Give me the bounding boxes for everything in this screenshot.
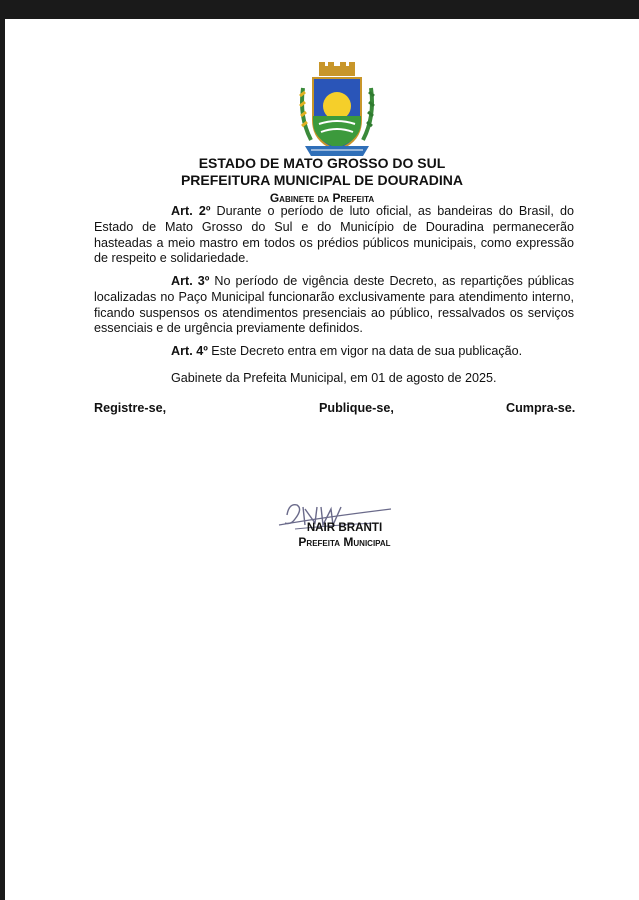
coat-of-arms-emblem	[297, 62, 377, 162]
article-4-paragraph	[94, 344, 574, 360]
article-3-paragraph	[94, 274, 574, 337]
document-page	[5, 19, 639, 900]
closing-cumpra: Cumpra-se.	[506, 401, 576, 415]
article-3-label: Art. 3º	[171, 274, 210, 288]
closing-registre: Registre-se,	[94, 401, 167, 415]
signatory-name: NAIR BRANTI	[306, 521, 383, 534]
article-2-text: Durante o período de luto oficial, as bandeiras do Brasil, do Estado de Mato Grosso do Sul e do Município de Douradina permanecerão hasteadas a meio mastro em todos os prédios públicos municipais, como expressão de respeito e solidariedade.	[94, 204, 574, 266]
article-3-text: No período de vigência deste Decreto, as repartições públicas localizadas no Paço Municipal funcionarão exclusivamente para atendimento interno, ficando suspensos os atendimentos presenciais ao público, ressalvados os serviços essenciais e de urgência previamente definidos.	[94, 274, 574, 336]
office-heading: Gabinete da Prefeita	[269, 191, 375, 205]
article-4-label: Art. 4º	[171, 344, 208, 358]
date-line: Gabinete da Prefeita Municipal, em 01 de agosto de 2025.	[171, 371, 497, 385]
article-2-label: Art. 2º	[171, 204, 211, 218]
article-4-text: Este Decreto entra em vigor na data de sua publicação.	[207, 344, 523, 358]
closing-publique: Publique-se,	[319, 401, 394, 415]
municipality-heading: PREFEITURA MUNICIPAL DE DOURADINA	[180, 172, 464, 188]
signatory-title: Prefeita Municipal	[298, 535, 391, 549]
state-heading: ESTADO DE MATO GROSSO DO SUL	[198, 155, 446, 171]
article-2-paragraph	[94, 204, 574, 267]
